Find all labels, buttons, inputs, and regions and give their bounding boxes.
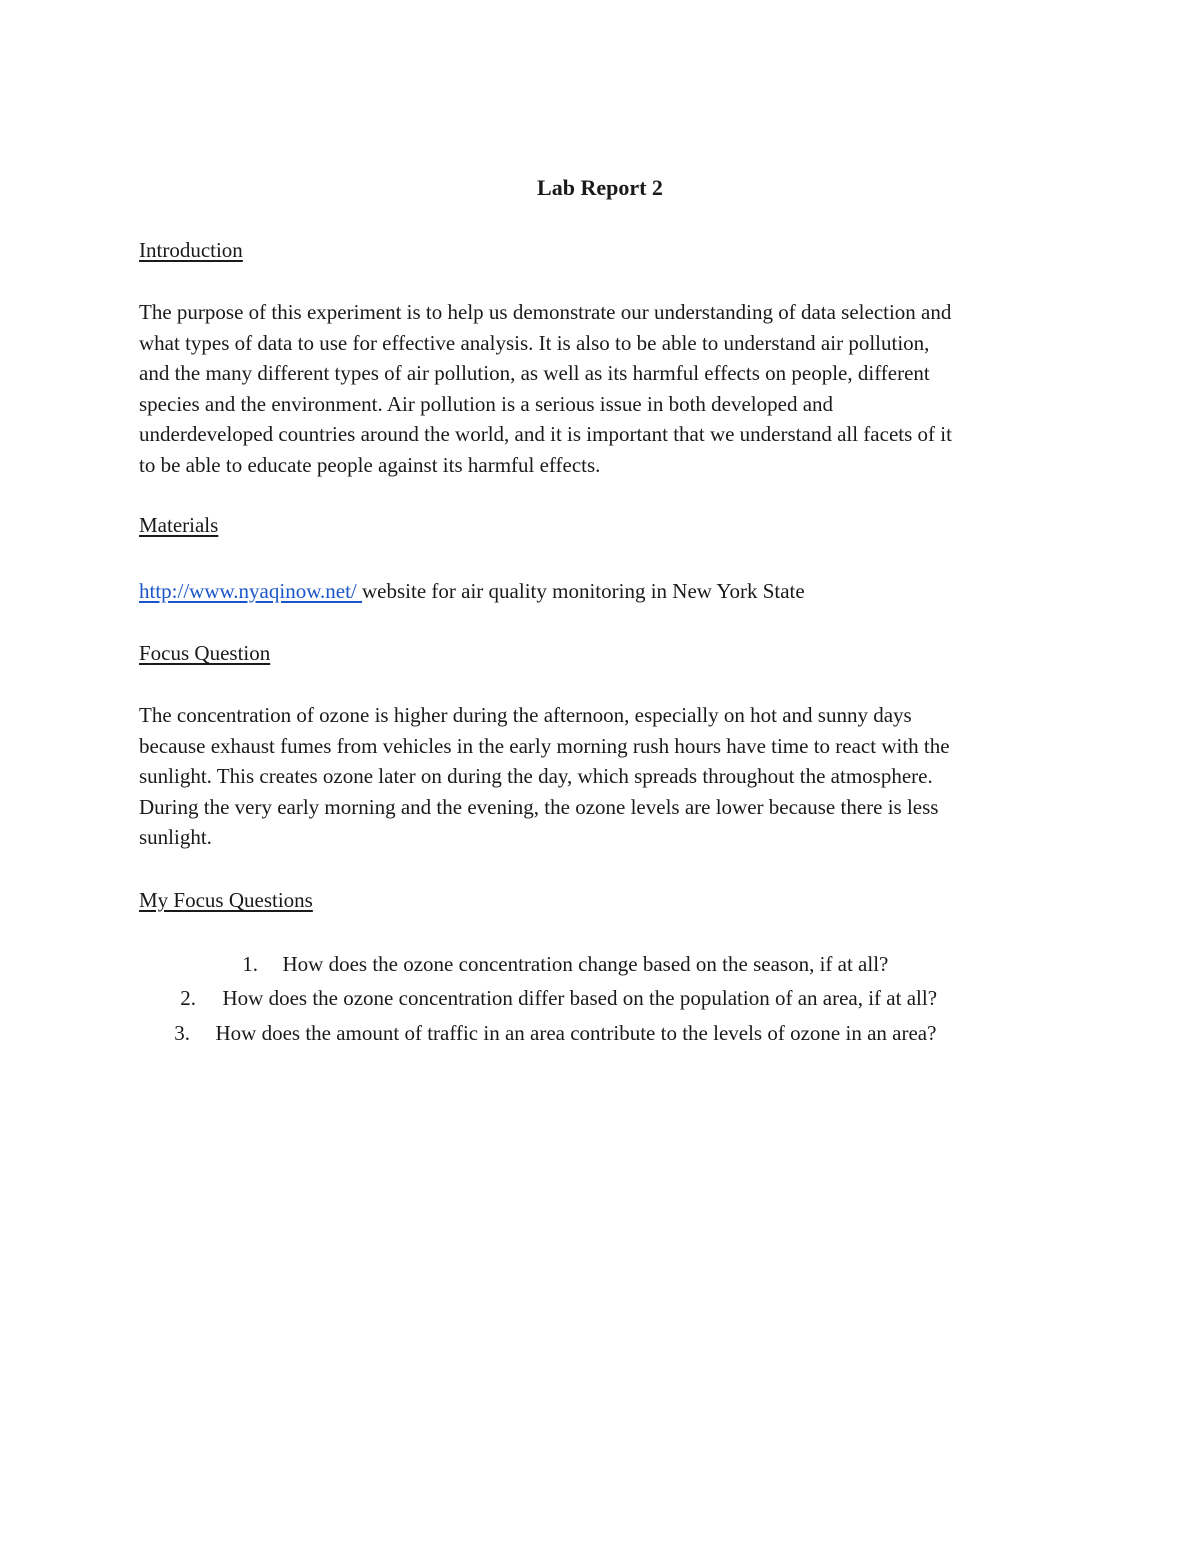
my-focus-questions-heading: My Focus Questions [139, 888, 313, 912]
list-item-text: How does the amount of traffic in an area contribute to the levels of ozone in an area? [215, 1021, 937, 1045]
list-item [176, 983, 937, 1013]
introduction-line: species and the environment. Air pollution is a serious issue in both developed and [139, 391, 834, 416]
focus-question-line: because exhaust fumes from vehicles in the early morning rush hours have time to react with the [139, 733, 950, 758]
list-item [238, 949, 888, 979]
materials-description: website for air quality monitoring in New York State [362, 579, 805, 603]
nyaqinow-link[interactable]: http://www.nyaqinow.net/ [139, 579, 363, 603]
introduction-line: underdeveloped countries around the world, and it is important that we understand all facets of it [139, 422, 952, 446]
focus-question-line: sunlight. [139, 825, 212, 849]
introduction-line: to be able to educate people against its harmful effects. [139, 452, 601, 477]
list-item [170, 1018, 936, 1048]
list-item-number: 2. [180, 986, 196, 1010]
focus-question-paragraph [139, 700, 950, 853]
introduction-line: and the many different types of air pollution, as well as its harmful effects on people, different [139, 361, 930, 385]
focus-question-line: The concentration of ozone is higher during the afternoon, especially on hot and sunny days [139, 703, 912, 727]
introduction-heading: Introduction [139, 238, 243, 262]
materials-line [139, 576, 805, 607]
document-title: Lab Report 2 [537, 175, 663, 200]
focus-question-heading: Focus Question [139, 641, 271, 665]
list-item-text: How does the ozone concentration differ based on the population of an area, if at all? [222, 986, 938, 1010]
list-item-number: 3. [174, 1021, 190, 1045]
introduction-line: what types of data to use for effective analysis. It is also to be able to understand air pollution, [139, 330, 930, 355]
introduction-line: The purpose of this experiment is to help us demonstrate our understanding of data selection and [139, 300, 952, 324]
materials-heading: Materials [139, 513, 219, 537]
list-item-number: 1. [242, 952, 258, 976]
focus-question-line: During the very early morning and the evening, the ozone levels are lower because there is less [139, 794, 939, 819]
focus-question-line: sunlight. This creates ozone later on during the day, which spreads throughout the atmosphere. [139, 764, 933, 788]
list-item-text: How does the ozone concentration change based on the season, if at all? [282, 952, 889, 976]
introduction-paragraph [139, 297, 952, 480]
